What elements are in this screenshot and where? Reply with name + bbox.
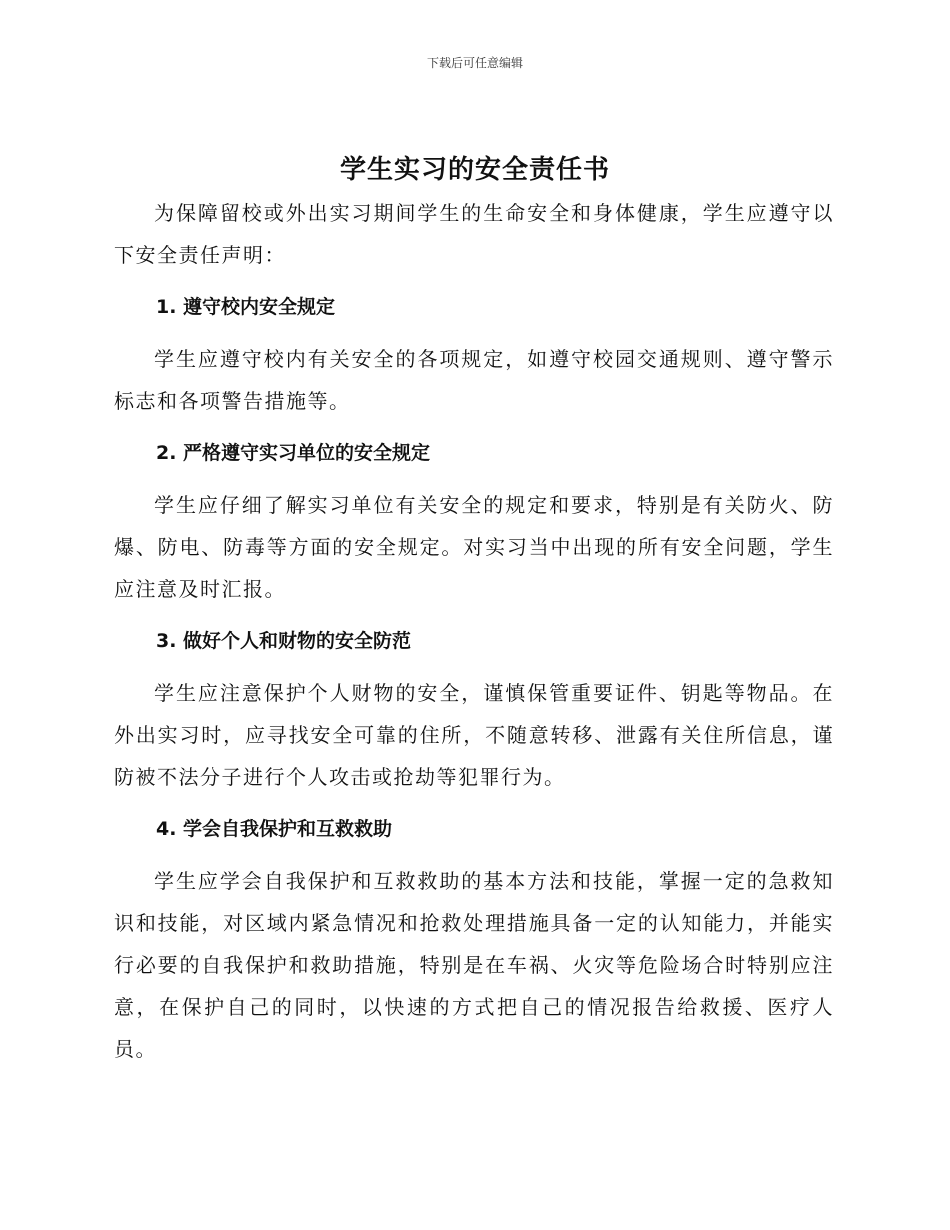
section-heading-1: 1. 遵守校内安全规定 <box>156 296 336 318</box>
document-title: 学生实习的安全责任书 <box>339 155 610 185</box>
document-body <box>114 192 834 1070</box>
section-body-2: 学生应仔细了解实习单位有关安全的规定和要求，特别是有关防火、防爆、防电、防毒等方面的安全规定。对实习当中出现的所有安全问题，学生应注意及时汇报。 <box>114 493 834 601</box>
section-heading-2: 2. 严格遵守实习单位的安全规定 <box>156 442 431 464</box>
section-body-3: 学生应注意保护个人财物的安全，谨慎保管重要证件、钥匙等物品。在外出实习时，应寻找安全可靠的住所，不随意转移、泄露有关住所信息，谨防被不法分子进行个人攻击或抢劫等犯罪行为。 <box>114 681 834 789</box>
section-body-4: 学生应学会自我保护和互救救助的基本方法和技能，掌握一定的急救知识和技能，对区域内紧急情况和抢救处理措施具备一定的认知能力，并能实行必要的自我保护和救助措施，特别是在车祸、火灾等危险场合时特别应注意，在保护自己的同时，以快速的方式把自己的情况报告给救援、医疗人员。 <box>114 869 834 1061</box>
intro-paragraph: 为保障留校或外出实习期间学生的生命安全和身体健康，学生应遵守以下安全责任声明： <box>114 201 834 267</box>
header-note: 下载后可任意编辑 <box>426 56 523 70</box>
section-heading-3: 3. 做好个人和财物的安全防范 <box>156 630 412 652</box>
section-body-1: 学生应遵守校内有关安全的各项规定，如遵守校园交通规则、遵守警示标志和各项警告措施等。 <box>114 347 834 413</box>
section-heading-4: 4. 学会自我保护和互救救助 <box>156 818 393 840</box>
